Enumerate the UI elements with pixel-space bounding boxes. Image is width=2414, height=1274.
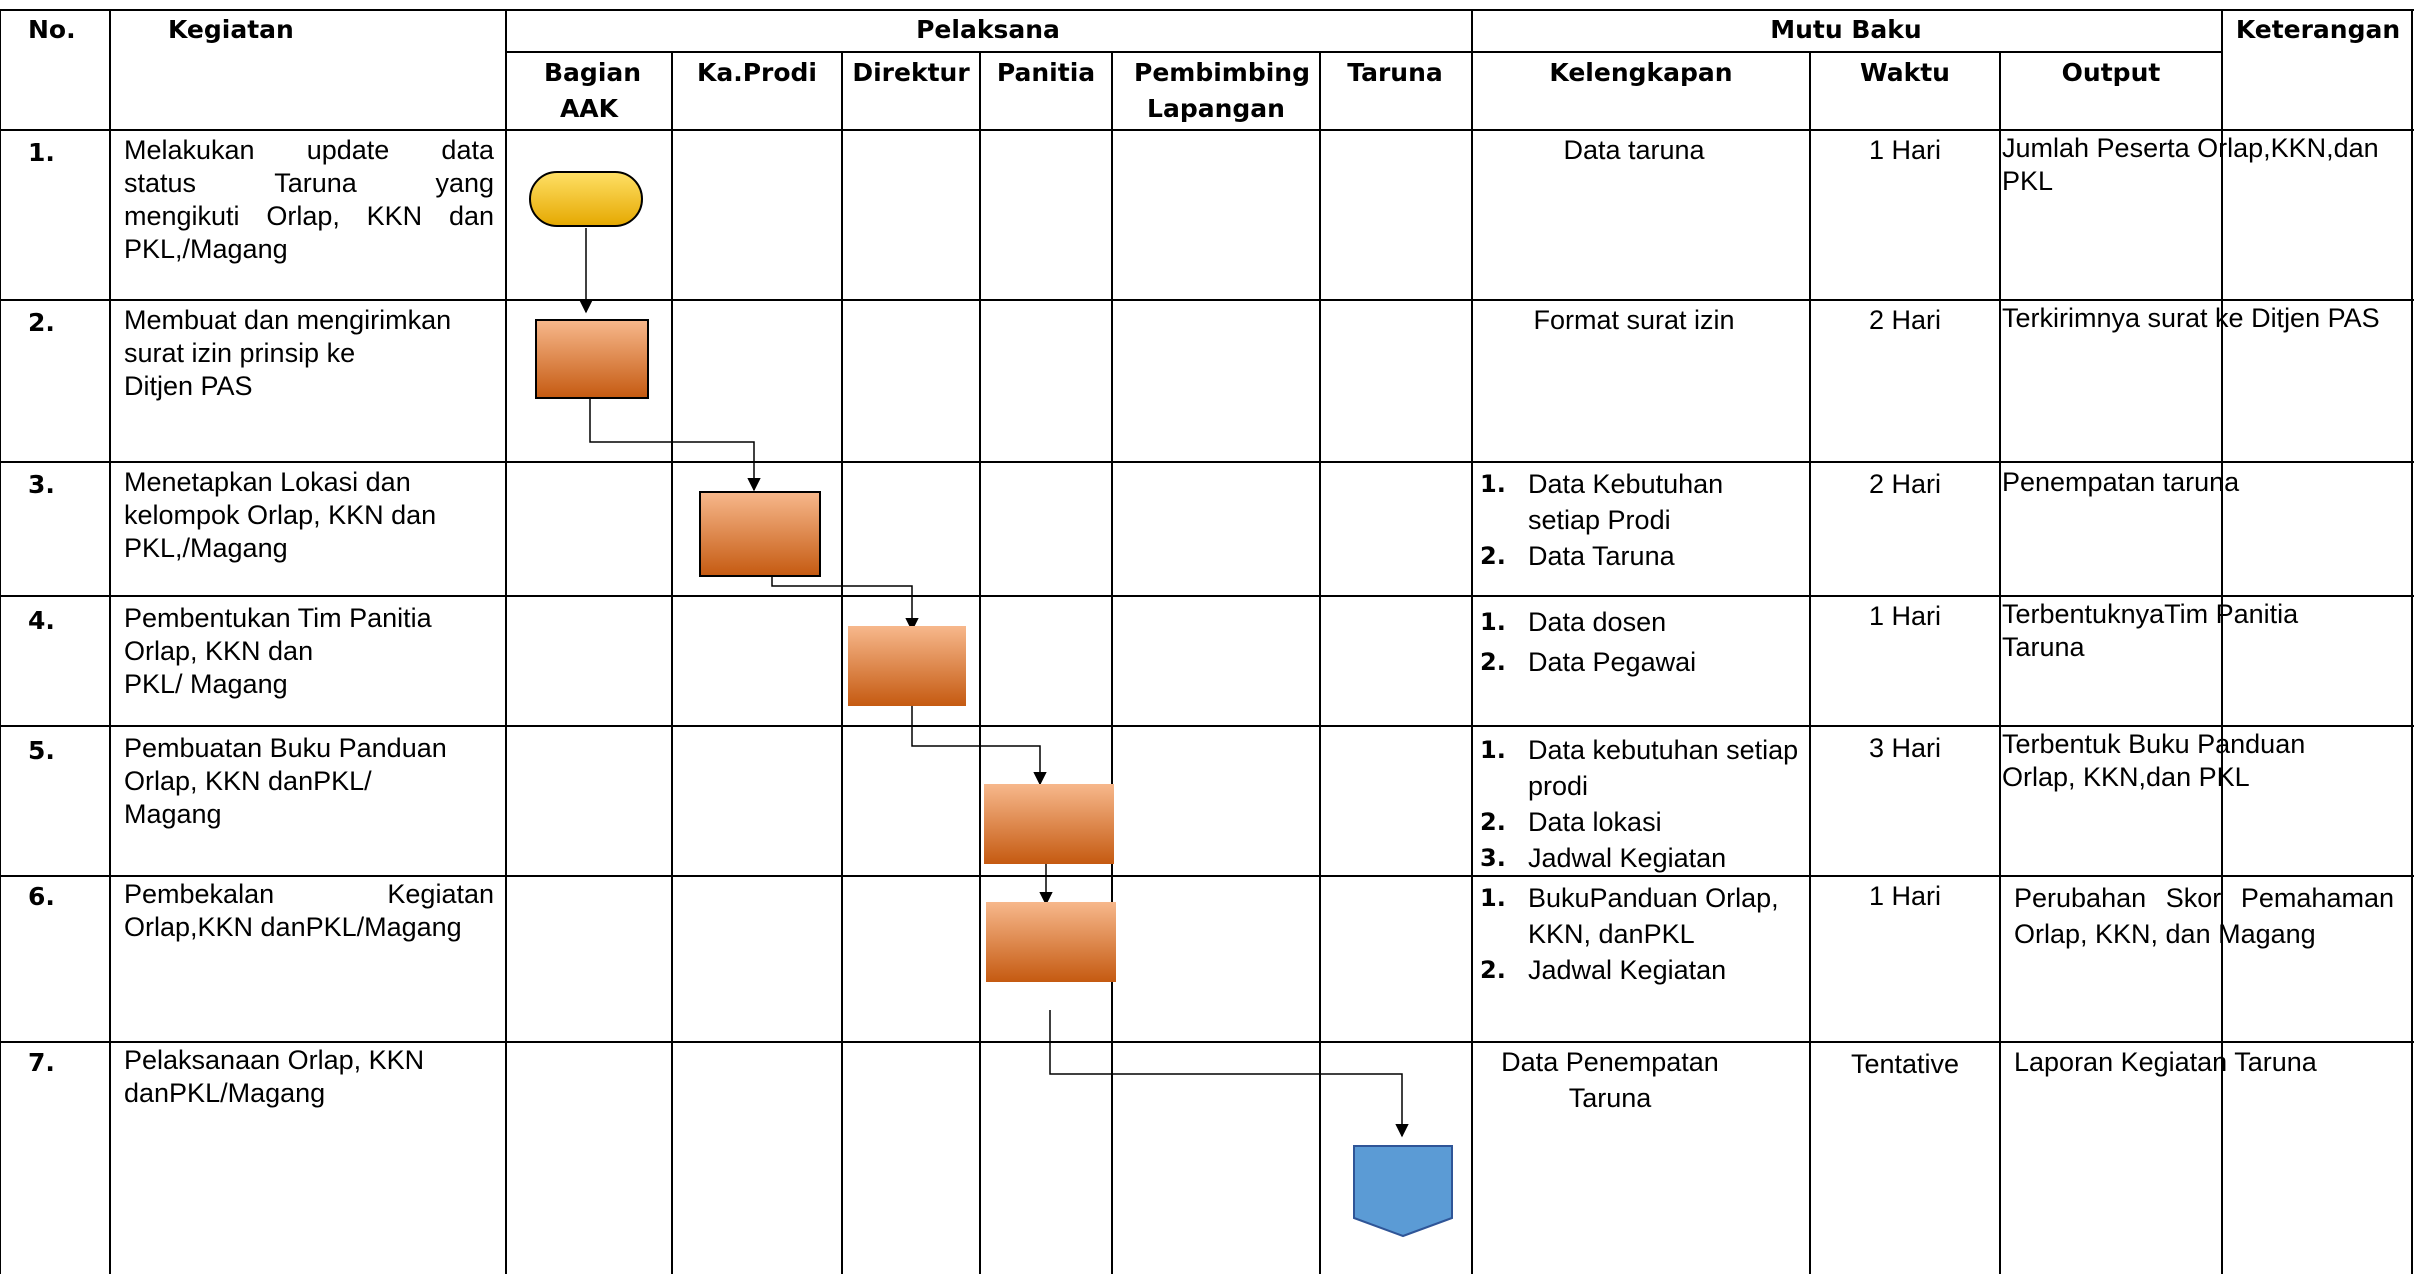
row-7-output: Laporan Kegiatan Taruna bbox=[2014, 1047, 2317, 1077]
process-shape-row-6 bbox=[986, 902, 1116, 982]
row-4-waktu: 1 Hari bbox=[1868, 601, 1942, 631]
list-item: 1. BukuPanduan Orlap, KKN, danPKL bbox=[1480, 883, 1779, 949]
process-shape-row-3 bbox=[700, 492, 820, 576]
row-4-number: 4. bbox=[28, 606, 55, 635]
header-lane-pembimbing-lapangan: Pembimbing Lapangan bbox=[1134, 58, 1311, 123]
row-1-activity-line: PKL,/Magang bbox=[124, 234, 288, 264]
list-item-text: Jadwal Kegiatan bbox=[1528, 843, 1727, 873]
row-7-waktu: Tentative bbox=[1850, 1049, 1960, 1079]
list-item: 2. Data Taruna bbox=[1480, 541, 1675, 571]
row-1-number: 1. bbox=[28, 138, 55, 167]
header-kegiatan: Kegiatan bbox=[168, 15, 294, 44]
list-item-text: Data kebutuhan setiap prodi bbox=[1528, 735, 1799, 801]
row-5-waktu: 3 Hari bbox=[1868, 733, 1942, 763]
row-5-activity-line: Orlap, KKN danPKL/ bbox=[124, 766, 372, 796]
list-item-text: Data Taruna bbox=[1528, 541, 1675, 571]
header-lane-bagian-aak: Bagian AAK bbox=[544, 58, 642, 123]
row-7-number: 7. bbox=[28, 1048, 55, 1077]
header-lane-direktur: Direktur bbox=[852, 58, 970, 87]
row-1-activity-line: Melakukan update data bbox=[124, 135, 494, 165]
row-3-activity-line: PKL,/Magang bbox=[124, 533, 288, 563]
list-item: 1. Data dosen bbox=[1480, 607, 1667, 637]
row-1-activity-line: mengikuti Orlap, KKN dan bbox=[124, 201, 494, 231]
header-lane-panitia: Panitia bbox=[996, 58, 1096, 87]
row-6-activity-line: Orlap,KKN danPKL/Magang bbox=[124, 912, 462, 942]
list-item: 1. Data Kebutuhan setiap Prodi bbox=[1480, 469, 1724, 535]
list-item: 2. Data Pegawai bbox=[1480, 647, 1697, 677]
row-3-waktu: 2 Hari bbox=[1868, 469, 1942, 499]
list-item-text: Data Kebutuhan setiap Prodi bbox=[1528, 469, 1724, 535]
header-kelengkapan: Kelengkapan bbox=[1549, 58, 1733, 87]
row-7-activity-line: danPKL/Magang bbox=[124, 1078, 326, 1108]
header-lane-taruna: Taruna bbox=[1347, 58, 1443, 87]
row-7-kelengkapan: Data Penempatan Taruna bbox=[1501, 1047, 1719, 1113]
row-4-output: TerbentuknyaTim Panitia Taruna bbox=[2002, 599, 2299, 662]
row-3-activity-line: Menetapkan Lokasi dan bbox=[124, 467, 411, 497]
header-pelaksana: Pelaksana bbox=[916, 15, 1060, 44]
header-keterangan: Keterangan bbox=[2235, 15, 2401, 44]
row-6-output: Perubahan Skor Pemahaman Orlap, KKN, dan Magang bbox=[2014, 883, 2394, 949]
row-4-activity-line: Pembentukan Tim Panitia bbox=[124, 603, 432, 633]
row-2-activity-line: Membuat dan mengirimkan bbox=[124, 305, 452, 335]
row-3-activity-line: kelompok Orlap, KKN dan bbox=[124, 500, 437, 530]
header-waktu: Waktu bbox=[1860, 58, 1950, 87]
row-1-activity-line: status Taruna yang bbox=[124, 168, 494, 198]
connector-6-7 bbox=[1050, 1010, 1402, 1136]
row-7-activity-line: Pelaksanaan Orlap, KKN bbox=[124, 1045, 425, 1075]
row-2-activity-line: Ditjen PAS bbox=[124, 371, 253, 401]
list-item-text: Jadwal Kegiatan bbox=[1528, 955, 1727, 985]
row-5-activity-line: Pembuatan Buku Panduan bbox=[124, 733, 447, 763]
row-2-number: 2. bbox=[28, 308, 55, 337]
connector-4-5 bbox=[912, 706, 1040, 784]
row-1-waktu: 1 Hari bbox=[1868, 135, 1942, 165]
terminator-start-shape bbox=[530, 172, 642, 226]
row-2-kelengkapan: Format surat izin bbox=[1533, 305, 1735, 335]
process-shape-row-5 bbox=[984, 784, 1114, 864]
row-2-activity-line: surat izin prinsip ke bbox=[124, 338, 356, 368]
header-output: Output bbox=[2061, 58, 2161, 87]
row-6-activity-line: Pembekalan Kegiatan bbox=[124, 879, 494, 909]
row-1-output: Jumlah Peserta Orlap,KKN,dan PKL bbox=[2002, 133, 2379, 196]
row-5-number: 5. bbox=[28, 736, 55, 765]
header-lane-ka-prodi: Ka.Prodi bbox=[696, 58, 818, 87]
list-item: 1. Data kebutuhan setiap prodi bbox=[1480, 735, 1799, 801]
row-5-output: Terbentuk Buku Panduan Orlap, KKN,dan PKL bbox=[2002, 729, 2306, 792]
row-5-activity-line: Magang bbox=[124, 799, 222, 829]
table-grid bbox=[0, 10, 2414, 1274]
row-2-waktu: 2 Hari bbox=[1868, 305, 1942, 335]
header-mutu-baku: Mutu Baku bbox=[1770, 15, 1922, 44]
process-shape-row-4 bbox=[848, 626, 966, 706]
list-item-text: BukuPanduan Orlap, KKN, danPKL bbox=[1528, 883, 1779, 949]
row-6-waktu: 1 Hari bbox=[1868, 881, 1942, 911]
row-2-output: Terkirimnya surat ke Ditjen PAS bbox=[2002, 303, 2380, 333]
off-page-connector-shape bbox=[1354, 1146, 1452, 1236]
list-item: 2. Data lokasi bbox=[1480, 807, 1662, 837]
row-6-number: 6. bbox=[28, 882, 55, 911]
header-no: No. bbox=[28, 15, 76, 44]
list-item: 2. Jadwal Kegiatan bbox=[1480, 955, 1727, 985]
list-item-text: Data dosen bbox=[1528, 607, 1667, 637]
list-item-text: Data lokasi bbox=[1528, 807, 1662, 837]
row-1-kelengkapan: Data taruna bbox=[1563, 135, 1705, 165]
row-3-output: Penempatan taruna bbox=[2002, 467, 2240, 497]
row-4-activity-line: Orlap, KKN dan bbox=[124, 636, 314, 666]
list-item-text: Data Pegawai bbox=[1528, 647, 1697, 677]
process-shape-row-2 bbox=[536, 320, 648, 398]
row-3-number: 3. bbox=[28, 470, 55, 499]
row-4-activity-line: PKL/ Magang bbox=[124, 669, 288, 699]
list-item: 3. Jadwal Kegiatan bbox=[1480, 843, 1727, 873]
